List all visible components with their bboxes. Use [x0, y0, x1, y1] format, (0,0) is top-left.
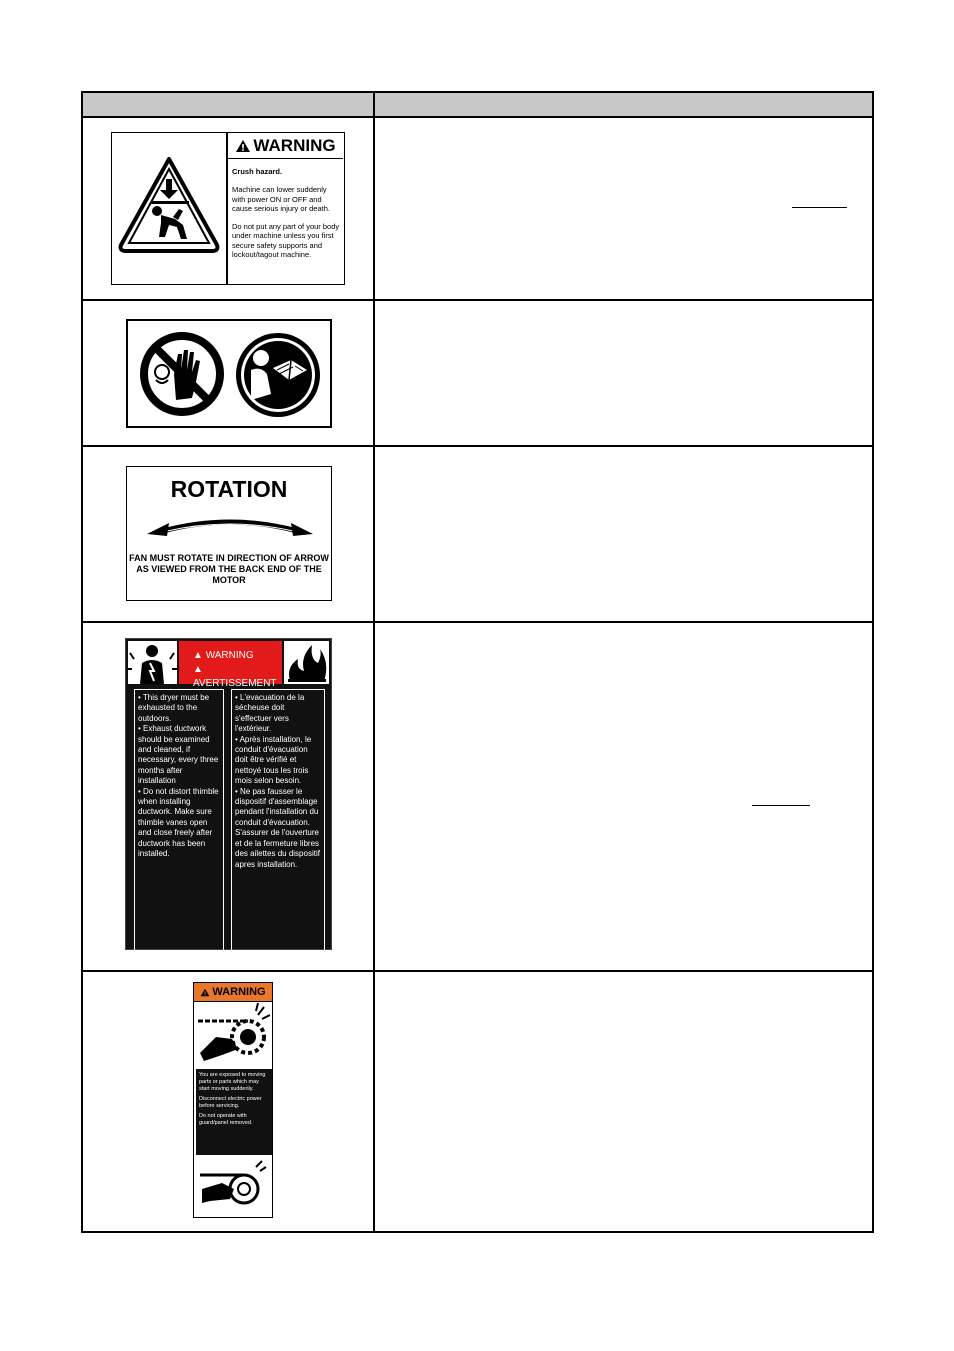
- rotation-label: [126, 466, 332, 601]
- french-item: • Ne pas fausser le dispositif d'assemblage pendant l'installation du conduit d'évacuation. S'assurer de l'ouverture et de la fermeture libres des ailettes du dispositif apres installation.: [235, 786, 320, 869]
- header-left: [83, 93, 373, 118]
- row-divider: [83, 621, 872, 623]
- warning-word: WARNING: [205, 650, 254, 661]
- no-hand-prohibition-icon: [138, 330, 226, 418]
- column-divider: [373, 93, 375, 1231]
- warning-triangle-icon: ▲: [193, 650, 206, 661]
- warning-header: [228, 134, 343, 159]
- crush-hazard-label: [111, 132, 345, 285]
- warning-banner: [179, 641, 282, 689]
- header-right: [375, 93, 872, 118]
- moving-parts-label: [193, 982, 273, 1218]
- pictogram-label: [126, 319, 332, 428]
- hazard-paragraph-1: Machine can lower suddenly with power ON or OFF and cause serious injury or death.: [232, 185, 330, 213]
- fire-icon: [284, 641, 329, 684]
- hazard-paragraph-2: Do not put any part of your body under machine unless you first secure safety supports and lockout/tagout machine.: [232, 222, 340, 260]
- electric-shock-icon: [128, 641, 177, 684]
- exhaust-warning-label: [125, 638, 332, 950]
- hazard-line-3: Do not operate with guard/panel removed.: [199, 1113, 253, 1126]
- chain-sprocket-icon: [198, 1003, 270, 1067]
- warning-triangle-icon: [200, 988, 210, 997]
- crush-hazard-icon: [117, 155, 221, 255]
- warning-word: WARNING: [253, 136, 336, 155]
- hazard-line-2: Disconnect electric power before servicing.: [199, 1096, 262, 1109]
- avertissement-word: AVERTISSEMENT: [193, 678, 277, 689]
- english-item: • Do not distort thimble when installing ductwork. Make sure thimble vanes open and close freely after ductwork has been installed.: [138, 786, 219, 859]
- read-manual-icon: [233, 330, 323, 420]
- french-item: • L'evacuation de la sécheuse doit s'effectuer vers l'extérieur.: [235, 693, 305, 734]
- electric-shock-panel: [128, 641, 177, 684]
- rotation-title: ROTATION: [170, 476, 288, 502]
- warning-word: WARNING: [212, 986, 266, 998]
- english-instructions: [134, 689, 224, 951]
- english-item: • Exhaust ductwork should be examined and cleaned, if necessary, every three months after installation: [138, 724, 219, 786]
- hazard-text-panel: [196, 1069, 272, 1155]
- warning-triangle-icon: ▲: [193, 664, 203, 675]
- underline-mark: [792, 207, 847, 208]
- french-instructions: [231, 689, 325, 951]
- french-item: • Après installation, le conduit d'évacuation doit être vérifié et nettoyé tous les trois mois selon besoin.: [235, 734, 312, 786]
- hazard-line-1: You are exposed to moving parts or parts which may start moving suddenly.: [199, 1072, 266, 1092]
- warning-triangle-icon: [235, 139, 251, 153]
- underline-mark: [752, 805, 810, 806]
- hazard-heading: Crush hazard.: [232, 167, 283, 176]
- pinch-roller-icon: [200, 1159, 268, 1215]
- row-divider: [83, 445, 872, 447]
- safety-labels-table: [81, 91, 874, 1233]
- fire-panel: [284, 641, 329, 684]
- english-item: • This dryer must be exhausted to the outdoors.: [138, 693, 210, 723]
- rotation-instruction: FAN MUST ROTATE IN DIRECTION OF ARROW AS VIEWED FROM THE BACK END OF THE MOTOR: [129, 553, 329, 585]
- row-divider: [83, 970, 872, 972]
- warning-header: [194, 983, 272, 1002]
- row-divider: [83, 299, 872, 301]
- double-arrow-icon: [145, 511, 315, 541]
